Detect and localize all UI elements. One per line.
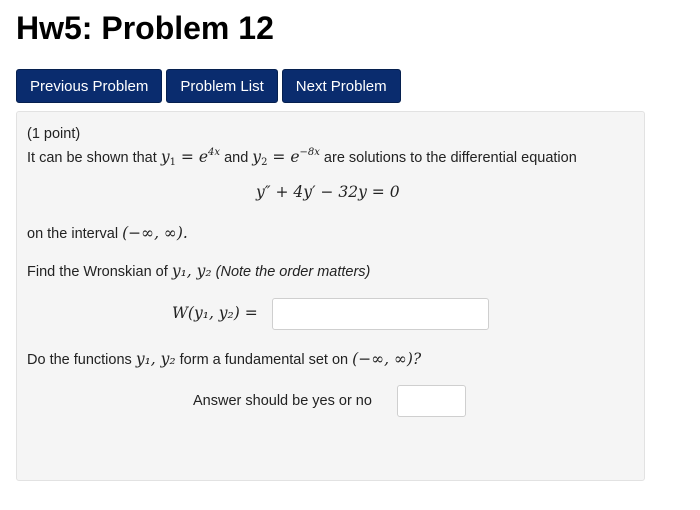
fundamental-prefix: Do the functions xyxy=(27,352,132,368)
fundamental-mid: form a fundamental set on xyxy=(179,352,349,368)
differential-equation: y″ + 4y′ − 32y = 0 xyxy=(256,183,400,201)
y2-definition xyxy=(252,148,320,166)
wronskian-prompt-prefix: Find the Wronskian of xyxy=(27,264,168,280)
wronskian-label: W(y₁, y₂) = xyxy=(172,304,258,322)
y1-subscript: 1 xyxy=(169,157,176,168)
wronskian-prompt xyxy=(27,262,370,281)
next-problem-button[interactable]: Next Problem xyxy=(282,69,401,103)
intro-prefix: It can be shown that xyxy=(27,150,157,166)
fundamental-interval: (−∞, ∞)? xyxy=(352,350,422,368)
intro-suffix: are solutions to the differential equation xyxy=(323,150,577,166)
y1-symbol: y xyxy=(160,148,170,166)
e1-exponent: 4x xyxy=(208,147,221,158)
y2-symbol: y xyxy=(252,148,262,166)
order-note: (Note the order matters) xyxy=(215,264,371,280)
function-pair-2: y₁, y₂ xyxy=(135,350,176,368)
and-word: and xyxy=(224,150,249,166)
equals-sign: = xyxy=(180,148,194,166)
problem-body xyxy=(16,111,645,481)
yes-no-answer-input[interactable] xyxy=(397,385,466,417)
e1-base: e xyxy=(198,148,209,166)
previous-problem-button[interactable]: Previous Problem xyxy=(16,69,162,103)
fundamental-set-question xyxy=(27,350,421,369)
interval-line xyxy=(27,224,188,243)
equals-sign: = xyxy=(272,148,286,166)
interval-text: on the interval xyxy=(27,226,119,242)
function-pair: y₁, y₂ xyxy=(171,262,212,280)
interval-math: (−∞, ∞). xyxy=(122,224,188,242)
problem-list-button[interactable]: Problem List xyxy=(166,69,277,103)
points-label: (1 point) xyxy=(27,126,81,142)
e2-exponent: −8x xyxy=(299,147,320,158)
page-title: Hw5: Problem 12 xyxy=(16,10,274,46)
wronskian-answer-input[interactable] xyxy=(272,298,489,330)
problem-nav xyxy=(16,69,401,103)
yes-no-label: Answer should be yes or no xyxy=(193,393,372,409)
problem-statement xyxy=(27,148,577,167)
e2-base: e xyxy=(290,148,300,166)
y2-subscript: 2 xyxy=(261,157,268,168)
y1-definition xyxy=(161,148,220,166)
